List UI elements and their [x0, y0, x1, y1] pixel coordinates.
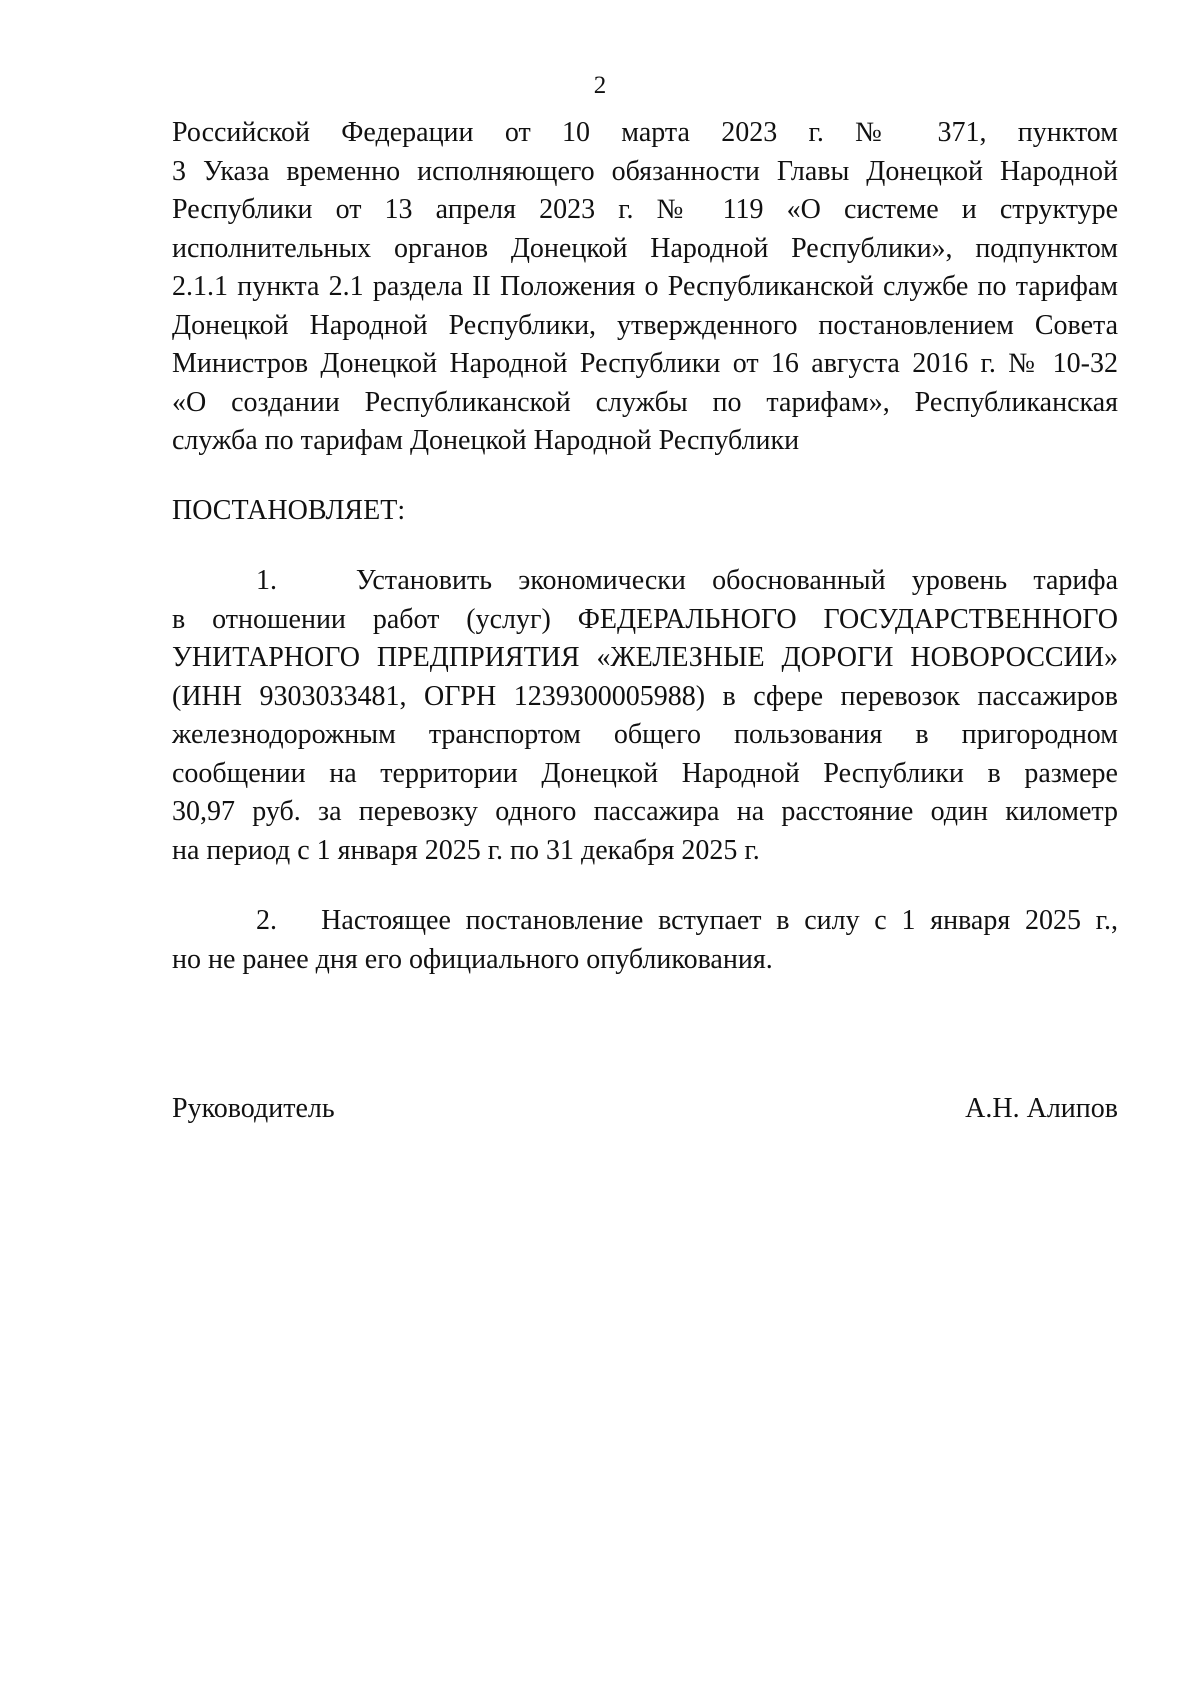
intro-line: Республики от 13 апреля 2023 г. № 119 «О системе и структуре: [172, 194, 1118, 225]
item-2-paragraph: [172, 902, 1118, 979]
resolves-heading: ПОСТАНОВЛЯЕТ:: [172, 495, 406, 526]
signatory-title: Руководитель: [172, 1093, 335, 1124]
item-1-line: сообщении на территории Донецкой Народной Республики в размере: [172, 757, 1118, 789]
item-1-line: УНИТАРНОГО ПРЕДПРИЯТИЯ «ЖЕЛЕЗНЫЕ ДОРОГИ НОВОРОССИИ»: [172, 642, 1118, 673]
intro-paragraph: [172, 114, 1118, 461]
item-1-line: 30,97 руб. за перевозку одного пассажира на расстояние один километр: [172, 796, 1118, 827]
intro-line: Российской Федерации от 10 марта 2023 г. № 371, пунктом: [172, 117, 1118, 148]
intro-line: Министров Донецкой Народной Республики от 16 августа 2016 г. № 10-32: [172, 348, 1118, 379]
item-1-line: на период с 1 января 2025 г. по 31 декабря 2025 г.: [172, 834, 760, 866]
intro-line: 3 Указа временно исполняющего обязанности Главы Донецкой Народной: [172, 155, 1118, 187]
intro-line: исполнительных органов Донецкой Народной Республики», подпунктом: [172, 232, 1118, 264]
item-1-line: в отношении работ (услуг) ФЕДЕРАЛЬНОГО ГОСУДАРСТВЕННОГО: [172, 603, 1118, 635]
item-2-line: 2. Настоящее постановление вступает в силу с 1 января 2025 г.,: [256, 905, 1118, 936]
intro-line: Донецкой Народной Республики, утвержденного постановлением Совета: [172, 309, 1118, 341]
page-number: 2: [593, 72, 607, 99]
intro-line: служба по тарифам Донецкой Народной Республики: [172, 425, 800, 456]
item-1-line: железнодорожным транспортом общего пользования в пригородном: [172, 719, 1118, 750]
signatory-name: А.Н. Алипов: [965, 1093, 1118, 1124]
intro-line: 2.1.1 пункта 2.1 раздела II Положения о Республиканской службе по тарифам: [172, 271, 1118, 302]
item-1-line: (ИНН 9303033481, ОГРН 1239300005988) в сфере перевозок пассажиров: [172, 680, 1118, 712]
item-2-line: но не ранее дня его официального опубликования.: [172, 943, 773, 975]
item-1-line: 1. Установить экономически обоснованный уровень тарифа: [256, 565, 1118, 596]
item-1-paragraph: [172, 562, 1118, 870]
intro-line: «О создании Республиканской службы по тарифам», Республиканская: [172, 386, 1118, 418]
